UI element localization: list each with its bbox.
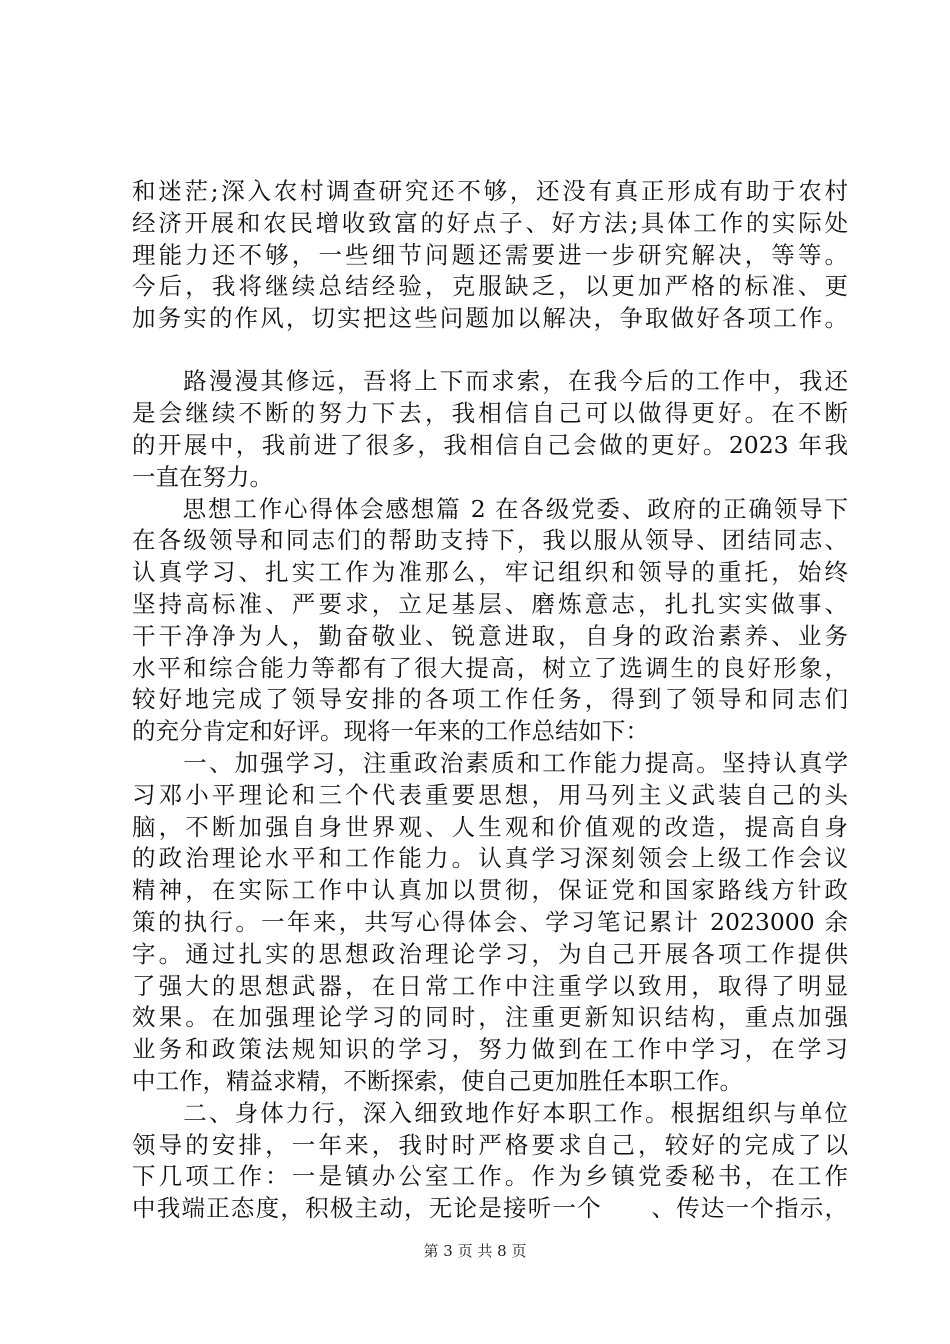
paragraph-4 [132, 748, 848, 1098]
text-line: 下几项工作：一是镇办公室工作。作为乡镇党委秘书，在工作 [132, 1162, 848, 1191]
text-line: 较好地完成了领导安排的各项工作任务，得到了领导和同志们 [132, 685, 848, 714]
text-line: 加务实的作风，切实把这些问题加以解决，争取做好各项工作。 [132, 304, 848, 333]
text-line: 是会继续不断的努力下去，我相信自己可以做得更好。在不断 [132, 399, 848, 428]
text-line: 二、身体力行，深入细致地作好本职工作。根据组织与单位 [132, 1098, 848, 1127]
text-line: 和迷茫;深入农村调查研究还不够，还没有真正形成有助于农村 [132, 177, 848, 205]
text-line: 业务和政策法规知识的学习，努力做到在工作中学习，在学习 [132, 1035, 848, 1064]
text-line: 在各级领导和同志们的帮助支持下，我以服从领导、团结同志、 [132, 526, 848, 555]
text-line: 水平和综合能力等都有了很大提高，树立了选调生的良好形象， [132, 653, 848, 682]
paragraph-3 [132, 494, 848, 748]
text-line: 效果。在加强理论学习的同时，注重更新知识结构，重点加强 [132, 1003, 848, 1032]
text-line: 干干净净为人，勤奋敬业、锐意进取，自身的政治素养、业务 [132, 621, 848, 650]
text-line: 策的执行。一年来，共写心得体会、学习笔记累计 2023000 余 [132, 908, 848, 937]
text-line: 思想工作心得体会感想篇 2 在各级党委、政府的正确领导下 [132, 494, 848, 523]
text-line: 精神，在实际工作中认真加以贯彻，保证党和国家路线方针政 [132, 876, 848, 905]
text-line: 一、加强学习，注重政治素质和工作能力提高。坚持认真学 [132, 749, 848, 778]
text-line: 坚持高标准、严要求，立足基层、磨炼意志，扎扎实实做事、 [132, 590, 848, 619]
page-number: 第 3 页 共 8 页 [423, 1242, 527, 1260]
text-line: 了强大的思想武器，在日常工作中注重学以致用，取得了明显 [132, 971, 848, 1000]
text-line: 经济开展和农民增收致富的好点子、好方法;具体工作的实际处 [132, 208, 848, 237]
paragraph-1 [132, 176, 848, 335]
page-footer [0, 1240, 950, 1261]
text-line: 认真学习、扎实工作为准那么，牢记组织和领导的重托，始终 [132, 558, 848, 587]
text-line: 一直在努力。 [132, 462, 273, 491]
paragraph-5 [132, 1098, 848, 1225]
text-line: 路漫漫其修远，吾将上下而求索，在我今后的工作中，我还 [132, 367, 848, 396]
text-line: 中我端正态度，积极主动，无论是接听一个 、传达一个指示， [132, 1194, 848, 1223]
text-line: 字。通过扎实的思想政治理论学习，为自己开展各项工作提供 [132, 939, 848, 968]
text-line: 领导的安排，一年来，我时时严格要求自己，较好的完成了以 [132, 1130, 848, 1159]
body-text [132, 176, 848, 1225]
text-line: 理能力还不够，一些细节问题还需要进一步研究解决，等等。 [132, 240, 848, 269]
text-line: 脑，不断加强自身世界观、人生观和价值观的改造，提高自身 [132, 812, 848, 841]
paragraph-spacer [132, 335, 848, 367]
text-line: 今后，我将继续总结经验，克服缺乏，以更加严格的标准、更 [132, 272, 848, 301]
text-line: 的充分肯定和好评。现将一年来的工作总结如下： [132, 717, 649, 746]
text-line: 的政治理论水平和工作能力。认真学习深刻领会上级工作会议 [132, 844, 848, 873]
text-line: 中工作，精益求精，不断探索，使自己更加胜任本职工作。 [132, 1067, 743, 1096]
text-line: 的开展中，我前进了很多，我相信自己会做的更好。2023 年我 [132, 431, 848, 460]
paragraph-2 [132, 366, 848, 493]
text-line: 习邓小平理论和三个代表重要思想，用马列主义武装自己的头 [132, 780, 848, 809]
